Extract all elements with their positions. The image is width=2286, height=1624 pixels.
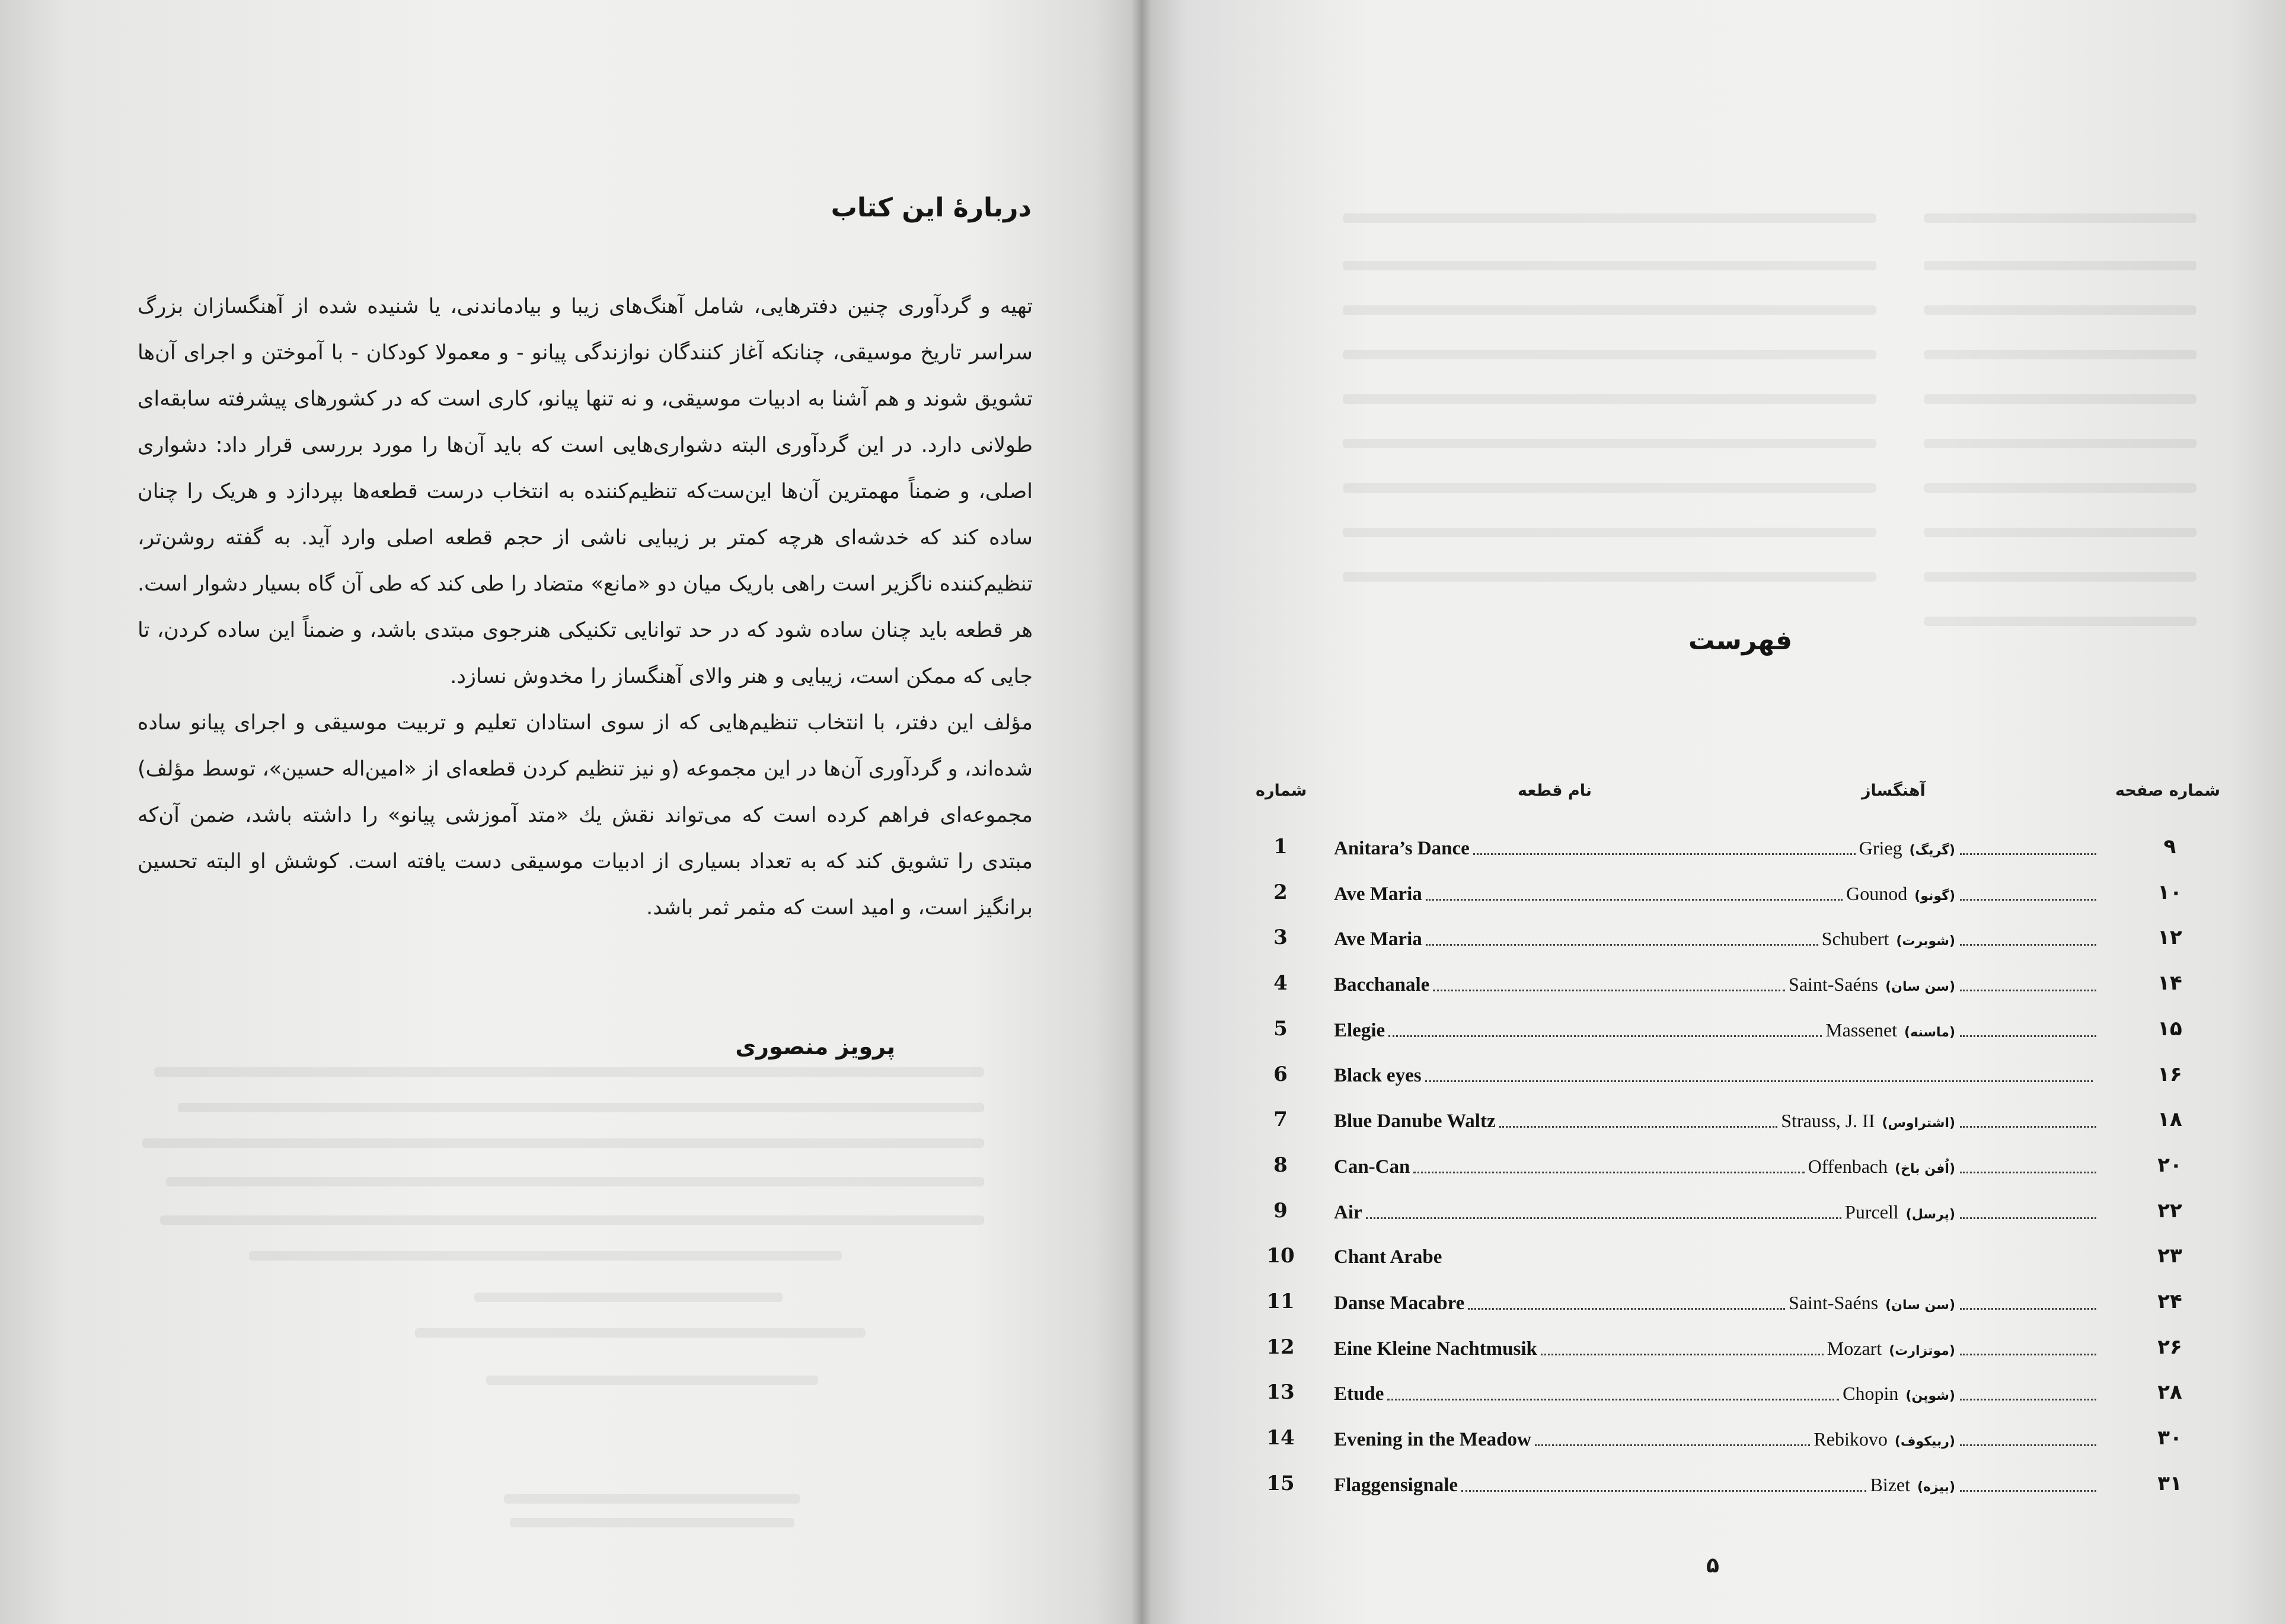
toc-row <box>1245 1244 2217 1280</box>
bleed-through-mark <box>486 1376 818 1385</box>
bleed-through-mark <box>1343 350 1876 359</box>
toc-composer-persian: (سن سان) <box>1885 1298 1955 1313</box>
toc-number: 10 <box>1266 1244 1295 1268</box>
bleed-through-mark <box>1343 483 1876 493</box>
bleed-through-mark <box>1343 572 1876 582</box>
toc-row <box>1245 1017 2217 1052</box>
toc-row <box>1245 880 2217 916</box>
author-signature: پرویز منصوری <box>735 1033 895 1060</box>
toc-row <box>1245 1290 2217 1325</box>
toc-row <box>1245 1380 2217 1416</box>
toc-row <box>1245 1199 2217 1234</box>
toc-composer-persian: (ربیکوف) <box>1894 1434 1955 1449</box>
dot-leader <box>1960 1032 2096 1037</box>
toc-piece-title: Danse Macabre <box>1334 1293 1465 1314</box>
toc-piece-title: Flaggensignale <box>1334 1475 1458 1496</box>
dot-leader <box>1960 895 2096 901</box>
dot-leader <box>1387 1395 1839 1400</box>
dot-leader <box>1461 1486 1866 1492</box>
toc-composer-persian: (گریگ) <box>1909 843 1955 858</box>
bleed-through-mark <box>1343 394 1876 404</box>
dot-leader <box>1426 940 1818 946</box>
dot-leader <box>1960 1304 2096 1310</box>
page-number: ۵ <box>1706 1553 1719 1578</box>
toc-page-number: ۱۵ <box>2157 1017 2182 1041</box>
dot-leader <box>1960 1395 2096 1400</box>
dot-leader <box>1473 850 1856 855</box>
toc-piece-title: Chant Arabe <box>1334 1246 1442 1268</box>
bleed-through-mark <box>166 1177 984 1186</box>
toc-page-number: ۱۶ <box>2157 1063 2182 1086</box>
toc-row <box>1245 1426 2217 1462</box>
toc-entry <box>1334 1474 2096 1497</box>
bleed-through-mark <box>178 1103 984 1112</box>
toc-row <box>1245 1108 2217 1143</box>
toc-page-number: ۲۳ <box>2157 1244 2182 1268</box>
toc-entry <box>1334 1338 2096 1360</box>
toc-composer-persian: (سن سان) <box>1885 979 1955 994</box>
toc-entry <box>1334 883 2096 905</box>
dot-leader <box>1499 1122 1778 1128</box>
toc-number: 5 <box>1273 1017 1288 1041</box>
dot-leader <box>1426 895 1843 901</box>
toc-piece-title: Eine Kleine Nachtmusik <box>1334 1338 1537 1360</box>
toc-piece-title: Anitara’s Dance <box>1334 838 1470 859</box>
toc-composer: Bizet <box>1870 1474 1910 1495</box>
toc-composer-persian: (شوبرت) <box>1896 934 1955 949</box>
bleed-through-mark <box>1924 350 2196 359</box>
toc-entry <box>1334 1292 2096 1314</box>
toc-piece-title: Black eyes <box>1334 1065 1422 1086</box>
toc-composer: Rebikovo <box>1814 1428 1888 1450</box>
toc-number: 15 <box>1266 1472 1295 1495</box>
toc-number: 8 <box>1273 1153 1288 1177</box>
toc-piece-title: Ave Maria <box>1334 883 1422 905</box>
bleed-through-mark <box>249 1251 842 1261</box>
bleed-through-mark <box>1924 528 2196 537</box>
col-header-composer: آهنگساز <box>1862 781 1926 800</box>
about-body <box>138 283 1033 931</box>
bleed-through-mark <box>1924 617 2196 626</box>
book-gutter <box>1131 0 1151 1624</box>
toc-piece-title: Bacchanale <box>1334 974 1430 996</box>
bleed-through-mark <box>160 1215 984 1225</box>
toc-number: 13 <box>1266 1380 1295 1404</box>
toc-number: 14 <box>1266 1426 1295 1450</box>
dot-leader <box>1960 1214 2096 1219</box>
dot-leader <box>1960 850 2096 855</box>
toc-piece-title: Evening in the Meadow <box>1334 1429 1531 1450</box>
dot-leader <box>1960 1486 2096 1492</box>
toc-composer-persian: (شوپن) <box>1905 1389 1955 1403</box>
dot-leader <box>1960 940 2096 946</box>
toc-number: 2 <box>1273 880 1288 904</box>
toc-page-number: ۱۴ <box>2157 971 2182 995</box>
toc-row <box>1245 971 2217 1007</box>
bleed-through-mark <box>1924 305 2196 315</box>
bleed-through-mark <box>1343 528 1876 537</box>
toc-entry <box>1334 928 2096 950</box>
bleed-through-mark <box>1924 213 2196 223</box>
toc-composer: Schubert <box>1821 928 1889 949</box>
toc-composer: Offenbach <box>1808 1156 1888 1177</box>
bleed-through-mark <box>154 1067 984 1077</box>
toc-page-number: ۹ <box>2163 835 2176 859</box>
toc-composer: Saint-Saéns <box>1789 1292 1879 1313</box>
bleed-through-mark <box>1924 394 2196 404</box>
dot-leader <box>1388 1032 1822 1037</box>
col-header-number: شماره <box>1256 781 1307 800</box>
toc-piece-title: Can-Can <box>1334 1156 1410 1178</box>
toc-composer: Saint-Saéns <box>1789 974 1879 995</box>
bleed-through-mark <box>142 1138 984 1148</box>
toc-entry <box>1334 1428 2096 1451</box>
dot-leader <box>1535 1441 1811 1446</box>
toc-page-number: ۲۸ <box>2157 1380 2182 1404</box>
bleed-through-mark <box>510 1518 794 1527</box>
toc-composer: Massenet <box>1825 1019 1898 1041</box>
toc-composer: Strauss, J. II <box>1781 1110 1875 1131</box>
dot-leader <box>1541 1350 1824 1355</box>
toc-entry <box>1334 1201 2096 1224</box>
dot-leader <box>1366 1214 1841 1219</box>
toc-piece-title: Blue Danube Waltz <box>1334 1111 1496 1132</box>
bleed-through-mark <box>1924 261 2196 270</box>
left-page <box>0 0 1141 1624</box>
about-title: دربارهٔ این کتاب <box>831 193 1032 223</box>
toc-page-number: ۱۸ <box>2157 1108 2182 1131</box>
toc-composer-persian: (اشتراوس) <box>1882 1116 1955 1131</box>
toc-composer-persian: (بیزه) <box>1917 1480 1955 1495</box>
toc-piece-title: Air <box>1334 1202 1362 1223</box>
col-header-page: شماره صفحه <box>2115 781 2221 800</box>
toc-page-number: ۱۲ <box>2157 926 2182 949</box>
toc-composer: Mozart <box>1827 1338 1882 1359</box>
toc-entry <box>1334 1383 2096 1405</box>
toc-entry <box>1334 1110 2096 1132</box>
toc-page-number: ۲۰ <box>2157 1153 2182 1177</box>
toc-composer: Gounod <box>1846 883 1908 904</box>
bleed-through-mark <box>1343 439 1876 448</box>
toc-entry <box>1334 1156 2096 1178</box>
col-header-piece: نام قطعه <box>1518 781 1592 800</box>
toc-row <box>1245 1153 2217 1189</box>
dot-leader <box>1468 1304 1785 1310</box>
toc-number: 11 <box>1266 1290 1295 1313</box>
toc-number: 1 <box>1273 835 1288 859</box>
dot-leader <box>1425 1077 2093 1082</box>
toc-page-number: ۳۰ <box>2157 1426 2182 1450</box>
bleed-through-mark <box>1924 439 2196 448</box>
toc-entry <box>1334 974 2096 996</box>
bleed-through-mark <box>1924 483 2196 493</box>
toc-composer-persian: (موتزارت) <box>1889 1344 1955 1358</box>
dot-leader <box>1433 986 1785 991</box>
toc-composer-persian: (گونو) <box>1914 889 1955 904</box>
toc-row <box>1245 926 2217 961</box>
toc-page-number: ۲۶ <box>2157 1335 2182 1359</box>
toc-composer: Purcell <box>1845 1201 1899 1223</box>
toc-piece-title: Etude <box>1334 1383 1384 1405</box>
toc-page-number: ۲۴ <box>2157 1290 2182 1313</box>
toc-number: 4 <box>1273 971 1288 995</box>
bleed-through-mark <box>504 1494 800 1504</box>
toc-row <box>1245 1063 2217 1098</box>
bleed-through-mark <box>474 1293 783 1302</box>
toc-number: 3 <box>1273 926 1288 949</box>
about-paragraph-1: تهیه و گردآوری چنین دفترهایی، شامل آهنگ‌های زیبا و بیادماندنی، یا شنیده شده از آهنگسازان بزرگ سراسر تاریخ موسیقی، چنانکه آغاز کنندگان نوازندگی پیانو - و معمولا کودکان - با آموختن و اجرای آن‌ها تشویق شوند و هم آشنا به ادبیات موسیقی، و نه تنها پیانو، کاری است که در کشورهای پیشرفته سابقه‌ای طولانی دارد. در این گردآوری البته دشواری‌هایی است که باید آن‌ها را مورد بررسی قرار داد: دشواری اصلی، و ضمناً مهمترین آن‌ها این‌ست‌که تنظیم‌کننده به انتخاب درست قطعه‌ها بپردازد و هریک را چنان ساده کند که خدشه‌ای هرچه کمتر بر زیبایی ناشی از حجم قطعه اصلی وارد آید. به گفته روشن‌تر، تنظیم‌کننده ناگزیر است راهی باریک میان دو «مانع» متضاد را طی کند که طی آن گاه بسیار دشوار است. هر قطعه باید چنان ساده شود که در حد توانایی تکنیکی هنرجوی مبتدی باشد، و ضمناً این ساده کردن، تا جایی که ممکن است، زیبایی و هنر والای آهنگساز را مخدوش نسازد. <box>138 295 1033 688</box>
toc-entry <box>1334 1065 2096 1087</box>
dot-leader <box>1960 1122 2096 1128</box>
toc-title: فهرست <box>1688 626 1793 656</box>
toc-page-number: ۱۰ <box>2157 880 2182 904</box>
toc-composer: Chopin <box>1843 1383 1899 1404</box>
toc-page-number: ۳۱ <box>2157 1472 2182 1495</box>
toc-composer-persian: (اُفن باخ) <box>1895 1162 1955 1176</box>
toc-row <box>1245 1472 2217 1507</box>
about-paragraph-2: مؤلف این دفتر، با انتخاب تنظیم‌هایی که از سوی استادان تعلیم و تربیت موسیقی و اجرای پیانو ساده شده‌اند، و گردآوری آن‌ها در این مجموعه (و نیز تنظیم کردن قطعه‌ای از «امین‌اله حسین»، توسط مؤلف) مجموعه‌ای فراهم کرده است که می‌تواند نقش یك «متد آموزشی پیانو» را داشته باشد، ضمن آن‌که مبتدی را تشویق کند که به تعداد بسیاری از ادبیات موسیقی دست یافته است. کوشش او البته تحسین برانگیز است، و امید است که مثمر ثمر باشد. <box>138 711 1033 920</box>
toc-piece-title: Ave Maria <box>1334 929 1422 950</box>
dot-leader <box>1960 1168 2096 1173</box>
toc-composer: Grieg <box>1859 837 1902 859</box>
dot-leader <box>1413 1168 1804 1173</box>
bleed-through-mark <box>415 1328 866 1338</box>
toc-number: 12 <box>1266 1335 1295 1359</box>
dot-leader <box>1960 1350 2096 1355</box>
bleed-through-mark <box>1343 213 1876 223</box>
toc-composer-persian: (پرسل) <box>1905 1207 1955 1222</box>
toc-composer-persian: (ماسنه) <box>1904 1025 1955 1040</box>
toc-page-number: ۲۲ <box>2157 1199 2182 1223</box>
toc-number: 9 <box>1273 1199 1288 1223</box>
toc-entry <box>1334 1019 2096 1042</box>
toc-entry <box>1334 1246 2096 1268</box>
toc-entry <box>1334 837 2096 860</box>
toc-row <box>1245 835 2217 870</box>
toc-row <box>1245 1335 2217 1371</box>
bleed-through-mark <box>1924 572 2196 582</box>
bleed-through-mark <box>1343 261 1876 270</box>
toc-piece-title: Elegie <box>1334 1020 1385 1041</box>
dot-leader <box>1960 986 2096 991</box>
dot-leader <box>1960 1441 2096 1446</box>
bleed-through-mark <box>1343 305 1876 315</box>
toc-number: 7 <box>1273 1108 1288 1131</box>
toc-number: 6 <box>1273 1063 1288 1086</box>
